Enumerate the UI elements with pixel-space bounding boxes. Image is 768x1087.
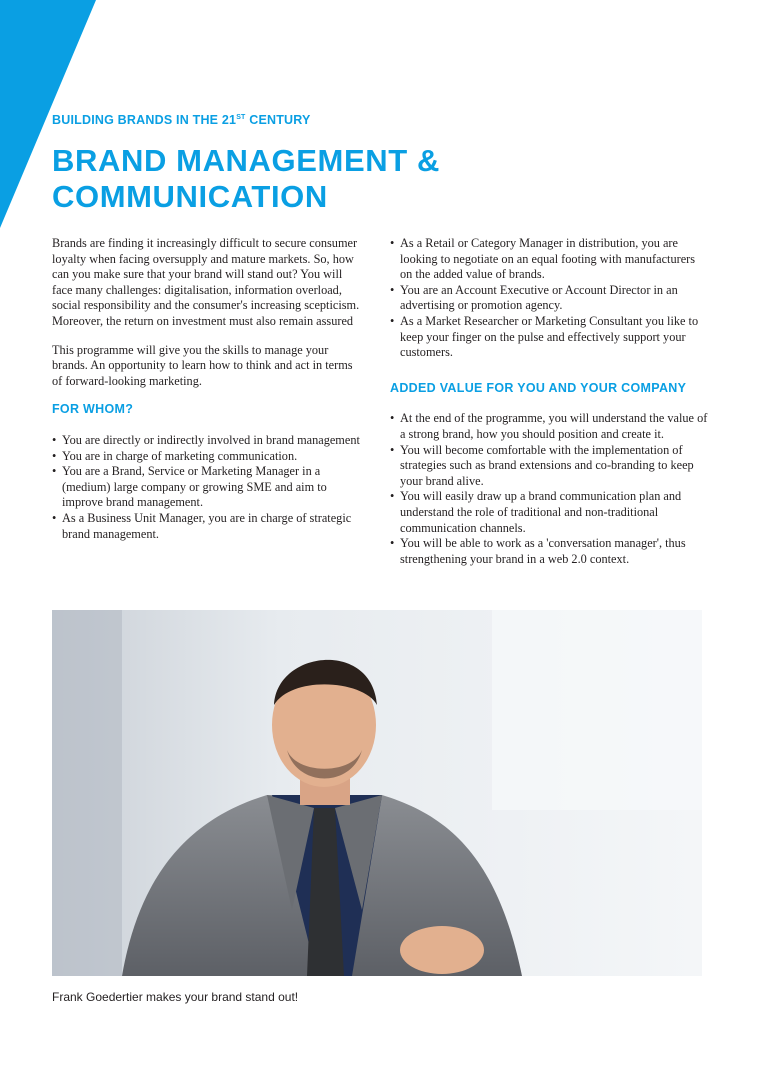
bullet-icon: • xyxy=(52,510,57,525)
intro-paragraph-2: This programme will give you the skills to manage your brands. An opportunity to learn how to think and act in terms of forward-looking marketing. xyxy=(52,342,353,388)
bullet-icon: • xyxy=(52,448,57,463)
bullet-icon: • xyxy=(390,282,395,297)
left-column xyxy=(52,236,362,562)
section-kicker: BUILDING BRANDS IN THE 21ST CENTURY xyxy=(52,113,311,127)
bullet-icon: • xyxy=(390,442,395,457)
presenter-illustration xyxy=(52,610,702,976)
title-line-1: BRAND MANAGEMENT & xyxy=(52,143,440,178)
right-column xyxy=(390,236,708,587)
list-item: • At the end of the programme, you will understand the value of a strong brand, how you should position and create it. xyxy=(390,411,708,441)
bullet-icon: • xyxy=(390,236,395,250)
photo-caption: Frank Goedertier makes your brand stand out! xyxy=(52,990,299,1004)
bullet-icon: • xyxy=(52,464,57,479)
list-item: • You are directly or indirectly involved in brand management xyxy=(52,432,360,447)
list-item: • You are an Account Executive or Account Director in an advertising or promotion agency. xyxy=(390,282,678,313)
added-value-list xyxy=(390,411,708,567)
list-item: • You are a Brand, Service or Marketing Manager in a (medium) large company or growing SME and aim to improve brand management. xyxy=(52,464,327,510)
presenter-photo xyxy=(52,610,702,976)
intro-paragraph-1: Brands are finding it increasingly difficult to secure consumer loyalty when facing oversupply and mature markets. So, how can you make sure that your brand will stand out? You will face many challenges: digitalisation, information overload, social responsibility and the consumer's increasing scepticism. Moreover, the return on investment must also remain assured xyxy=(52,236,360,328)
list-item: • You will become comfortable with the implementation of strategies such as brand extensions and co-branding to keep your brand alive. xyxy=(390,442,694,488)
list-item: • You will be able to work as a 'conversation manager', thus strengthening your brand in a web 2.0 context. xyxy=(390,536,686,566)
list-item: • As a Business Unit Manager, you are in charge of strategic brand management. xyxy=(52,510,352,541)
for-whom-list-continued xyxy=(390,236,708,361)
page-title xyxy=(52,143,440,215)
bullet-icon: • xyxy=(52,432,57,447)
list-item: • As a Retail or Category Manager in distribution, you are looking to negotiate on an equal footing with manufacturers on the added value of brands. xyxy=(390,236,696,282)
for-whom-list xyxy=(52,433,362,542)
bullet-icon: • xyxy=(390,313,395,328)
bullet-icon: • xyxy=(390,536,395,551)
bullet-icon: • xyxy=(390,411,395,426)
title-line-2: COMMUNICATION xyxy=(52,179,328,214)
list-item: • You will easily draw up a brand communication plan and understand the role of traditional and non-traditional communication channels. xyxy=(390,489,682,535)
list-item: • As a Market Researcher or Marketing Consultant you like to keep your finger on the pulse and effectively support your customers. xyxy=(390,313,699,360)
added-value-heading: ADDED VALUE FOR YOU AND YOUR COMPANY xyxy=(390,380,687,395)
for-whom-heading: FOR WHOM? xyxy=(52,402,134,417)
list-item: • You are in charge of marketing communication. xyxy=(52,448,298,463)
bullet-icon: • xyxy=(390,489,395,504)
